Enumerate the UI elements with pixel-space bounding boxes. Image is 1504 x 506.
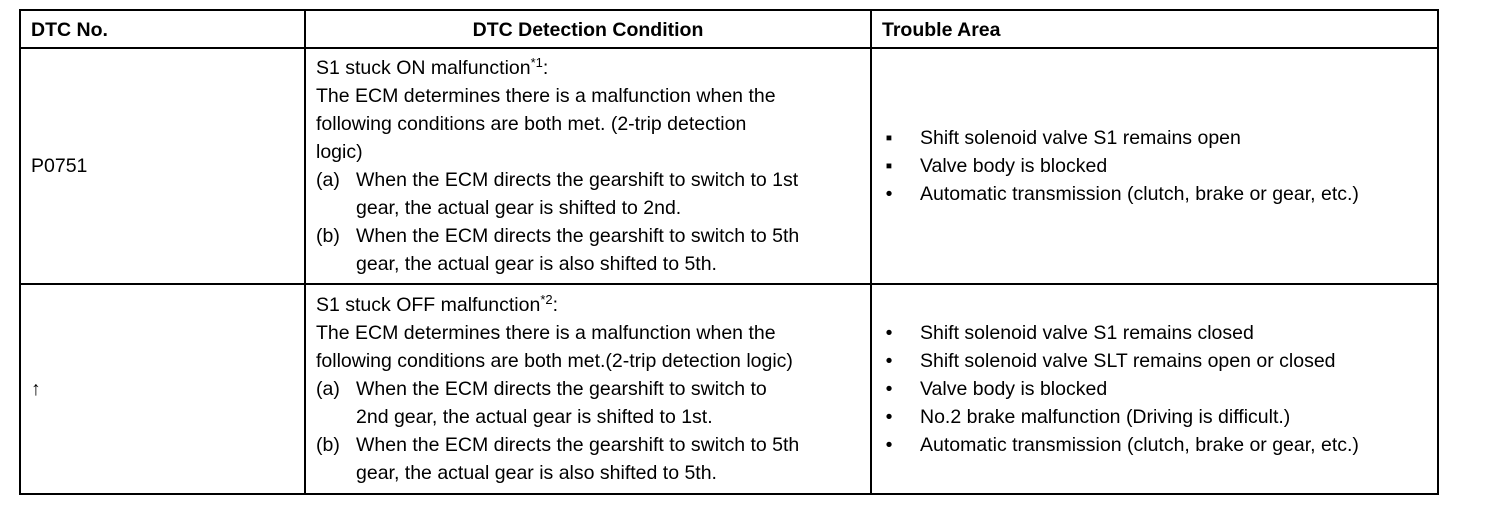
condition-item-a [316,375,860,431]
dtc-table [19,9,1439,495]
header-trouble-area: Trouble Area [871,10,1438,48]
condition-item-label: (a) [316,169,340,191]
condition-intro-line: The ECM determines there is a malfunction when the [316,322,776,344]
table-row [20,284,1438,494]
condition-item-b [316,431,860,487]
condition-item-label: (a) [316,378,340,400]
list-item: • Automatic transmission (clutch, brake or gear, etc.) [882,431,1427,459]
condition-item-a [316,166,860,222]
trouble-list [882,319,1427,459]
header-detection-condition: DTC Detection Condition [305,10,871,48]
condition-item-label: (b) [316,225,340,247]
bullet-icon: • [885,378,893,400]
condition-item-line: When the ECM directs the gearshift to switch to 5th [356,434,800,456]
condition-item-label: (b) [316,434,340,456]
dtc-code: ↑ [20,284,305,494]
bullet-icon: • [885,434,893,456]
list-item: • No.2 brake malfunction (Driving is difficult.) [882,403,1427,431]
condition-item-b [316,222,860,278]
condition-item-line: 2nd gear, the actual gear is shifted to 1st. [356,406,713,428]
detection-condition-cell [305,48,871,284]
list-item: ▪ Valve body is blocked [882,152,1427,180]
list-item: • Shift solenoid valve SLT remains open or closed [882,347,1427,375]
list-item: • Valve body is blocked [882,375,1427,403]
bullet-icon: • [885,322,893,344]
condition-item-line: When the ECM directs the gearshift to switch to [356,378,767,400]
trouble-area-cell [871,284,1438,494]
trouble-list [882,124,1427,208]
footnote-marker: *1 [530,55,543,70]
footnote-marker: *2 [540,292,553,307]
trouble-area-cell [871,48,1438,284]
condition-intro-line: following conditions are both met. (2-trip detection [316,113,747,135]
list-item: • Automatic transmission (clutch, brake or gear, etc.) [882,180,1427,208]
header-dtc-no: DTC No. [20,10,305,48]
condition-item-line: gear, the actual gear is also shifted to 5th. [356,253,717,275]
condition-item-line: When the ECM directs the gearshift to switch to 1st [356,169,799,191]
condition-intro-line: The ECM determines there is a malfunction when the [316,85,776,107]
condition-item-line: When the ECM directs the gearshift to switch to 5th [356,225,800,247]
condition-item-line: gear, the actual gear is also shifted to 5th. [356,462,717,484]
bullet-icon: ▪ [885,127,893,149]
bullet-icon: • [885,183,893,205]
bullet-icon: • [885,406,893,428]
bullet-icon: • [885,350,893,372]
condition-title: S1 stuck OFF malfunction$^{*2}$: [316,292,559,316]
list-item: • Shift solenoid valve S1 remains closed [882,319,1427,347]
table-row [20,48,1438,284]
dtc-code: P0751 [20,48,305,284]
list-item: ▪ Shift solenoid valve S1 remains open [882,124,1427,152]
condition-intro-line: logic) [316,141,363,163]
bullet-icon: ▪ [885,155,893,177]
condition-intro-line: following conditions are both met.(2-trip detection logic) [316,350,793,372]
condition-title: S1 stuck ON malfunction$^{*1}$: [316,55,549,79]
condition-item-line: gear, the actual gear is shifted to 2nd. [356,197,682,219]
detection-condition-cell [305,284,871,494]
header-row [20,10,1438,48]
